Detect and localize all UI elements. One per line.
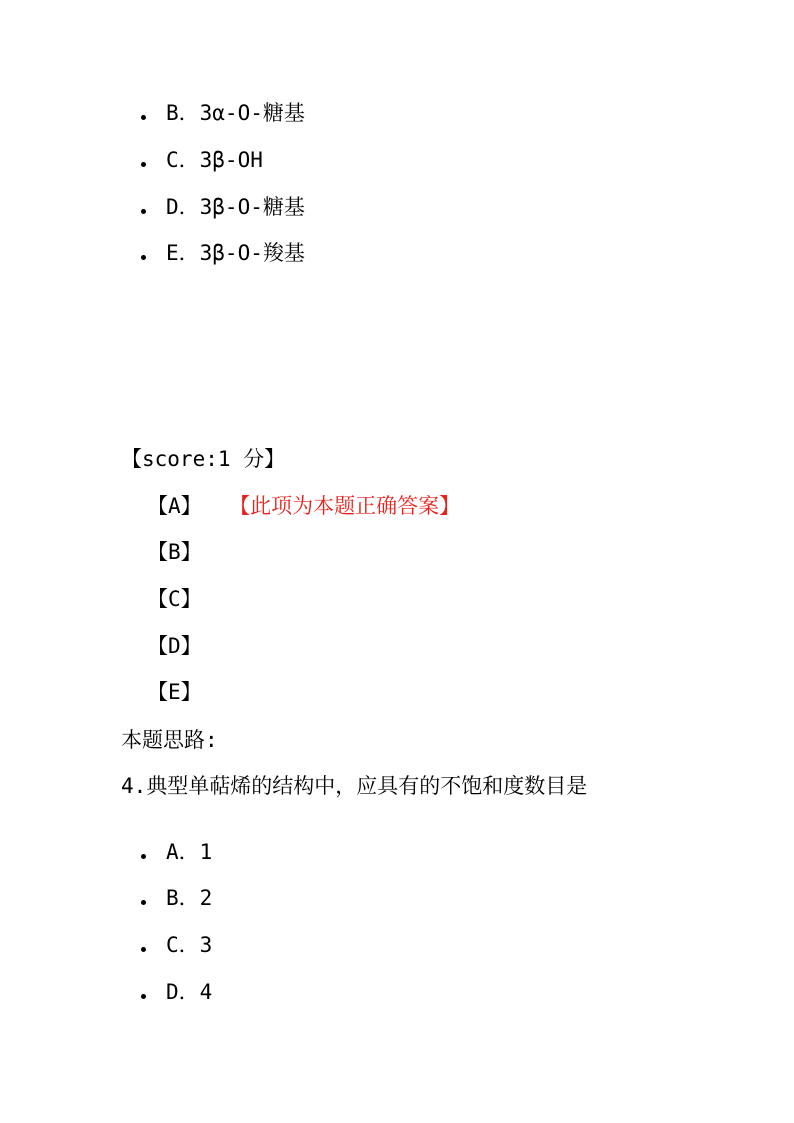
answer-row	[147, 631, 202, 661]
bullet-icon	[141, 854, 146, 859]
list-item	[141, 238, 305, 268]
score-label: 【score:1 分】	[121, 447, 286, 471]
list-item	[141, 930, 212, 960]
bullet-icon	[141, 162, 146, 167]
option-text: B．3α-O-糖基	[166, 101, 305, 125]
option-text: C．3β-OH	[166, 148, 263, 172]
question-text: 4.典型单萜烯的结构中，应具有的不饱和度数目是	[121, 774, 588, 798]
answer-row	[147, 491, 460, 521]
list-item	[141, 192, 305, 222]
list-item	[141, 98, 305, 128]
answer-row	[147, 537, 202, 567]
list-item	[141, 837, 212, 867]
answer-row	[147, 677, 202, 707]
answer-label: 【A】	[147, 494, 202, 518]
answer-label: 【E】	[147, 680, 202, 704]
option-text: E．3β-O-羧基	[166, 241, 305, 265]
answer-row	[147, 584, 202, 614]
answer-label: 【D】	[147, 634, 202, 658]
bullet-icon	[141, 209, 146, 214]
list-item	[141, 883, 212, 913]
option-text: D．3β-O-糖基	[166, 195, 305, 219]
answer-label: 【B】	[147, 540, 202, 564]
bullet-icon	[141, 900, 146, 905]
option-text: B．2	[166, 886, 213, 910]
correct-answer-note: 【此项为本题正确答案】	[239, 494, 461, 518]
option-text: A．1	[166, 840, 213, 864]
bullet-icon	[141, 255, 146, 260]
bullet-icon	[141, 994, 146, 999]
bullet-icon	[141, 115, 146, 120]
answer-label: 【C】	[147, 587, 202, 611]
bullet-icon	[141, 947, 146, 952]
option-text: D．4	[166, 980, 213, 1004]
list-item	[141, 977, 212, 1007]
option-text: C．3	[166, 933, 213, 957]
hint-label: 本题思路:	[121, 728, 218, 752]
list-item	[141, 145, 263, 175]
